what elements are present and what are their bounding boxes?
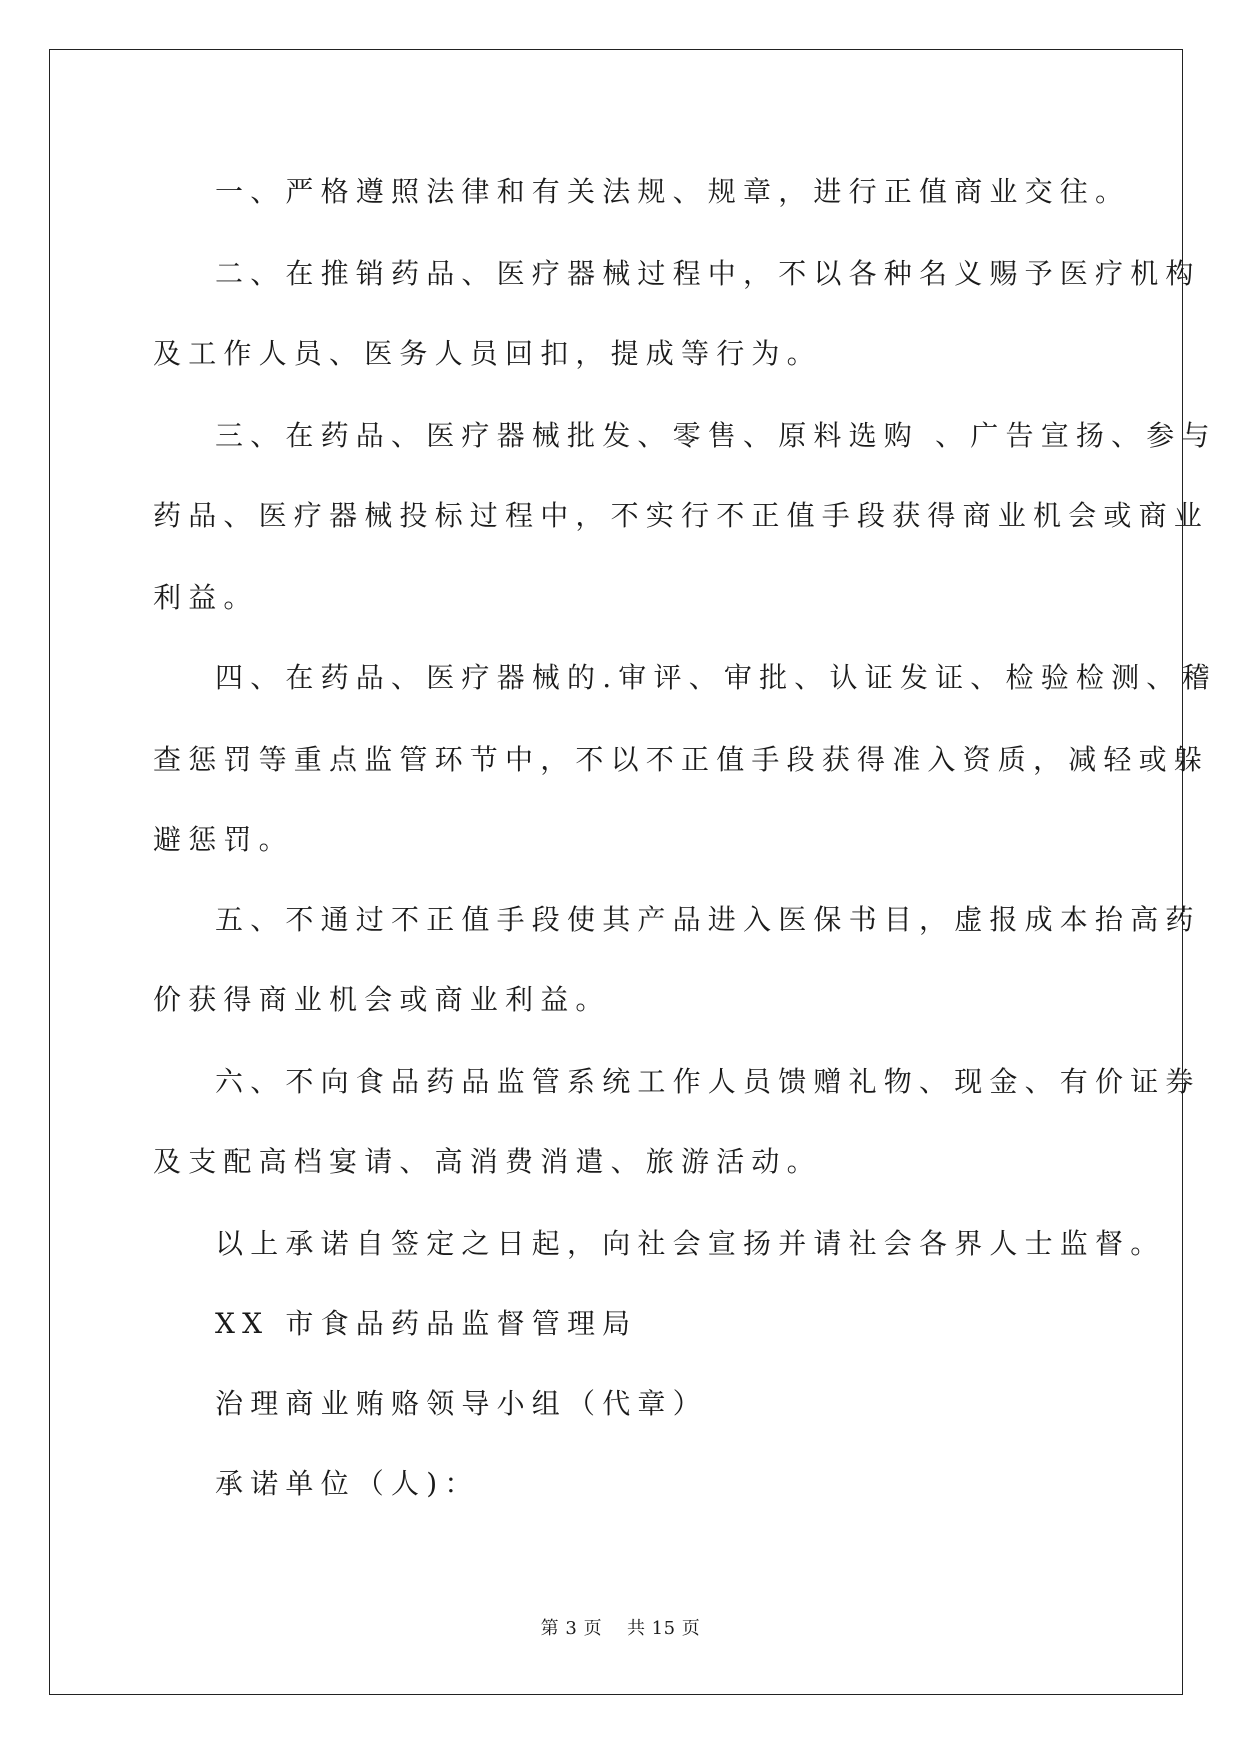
clause-4-line-2: 查惩罚等重点监管环节中，不以不正值手段获得准入资质，减轻或躲 xyxy=(153,743,1210,776)
clause-4-line-1: 四、在药品、医疗器械的.审评、审批、认证发证、检验检测、稽 xyxy=(215,661,1217,694)
committing-party-label: 承诺单位（人)： xyxy=(215,1467,480,1500)
clause-3-line-1: 三、在药品、医疗器械批发、零售、原料选购 、广告宣扬、参与 xyxy=(215,419,1217,452)
clause-5-line-2: 价获得商业机会或商业利益。 xyxy=(153,983,611,1016)
clause-3-line-2: 药品、医疗器械投标过程中，不实行不正值手段获得商业机会或商业 xyxy=(153,499,1210,532)
issuing-authority: XX 市食品药品监督管理局 xyxy=(215,1307,638,1340)
clause-3-line-3: 利益。 xyxy=(153,581,259,614)
clause-4-line-3: 避惩罚。 xyxy=(153,823,294,856)
issuing-group: 治理商业贿赂领导小组（代章） xyxy=(215,1387,708,1420)
clause-5-line-1: 五、不通过不正值手段使其产品进入医保书目，虚报成本抬高药 xyxy=(215,903,1201,936)
page-border xyxy=(49,49,1183,1695)
clause-1: 一、严格遵照法律和有关法规、规章，进行正值商业交往。 xyxy=(215,175,1131,208)
closing-statement: 以上承诺自签定之日起，向社会宣扬并请社会各界人士监督。 xyxy=(215,1227,1166,1260)
clause-6-line-1: 六、不向食品药品监管系统工作人员馈赠礼物、现金、有价证券 xyxy=(215,1065,1201,1098)
page-number: 第 3 页 共 15 页 xyxy=(540,1618,701,1639)
clause-6-line-2: 及支配高档宴请、高消费消遣、旅游活动。 xyxy=(153,1145,822,1178)
clause-2-line-2: 及工作人员、医务人员回扣，提成等行为。 xyxy=(153,337,822,370)
clause-2-line-1: 二、在推销药品、医疗器械过程中，不以各种名义赐予医疗机构 xyxy=(215,257,1201,290)
